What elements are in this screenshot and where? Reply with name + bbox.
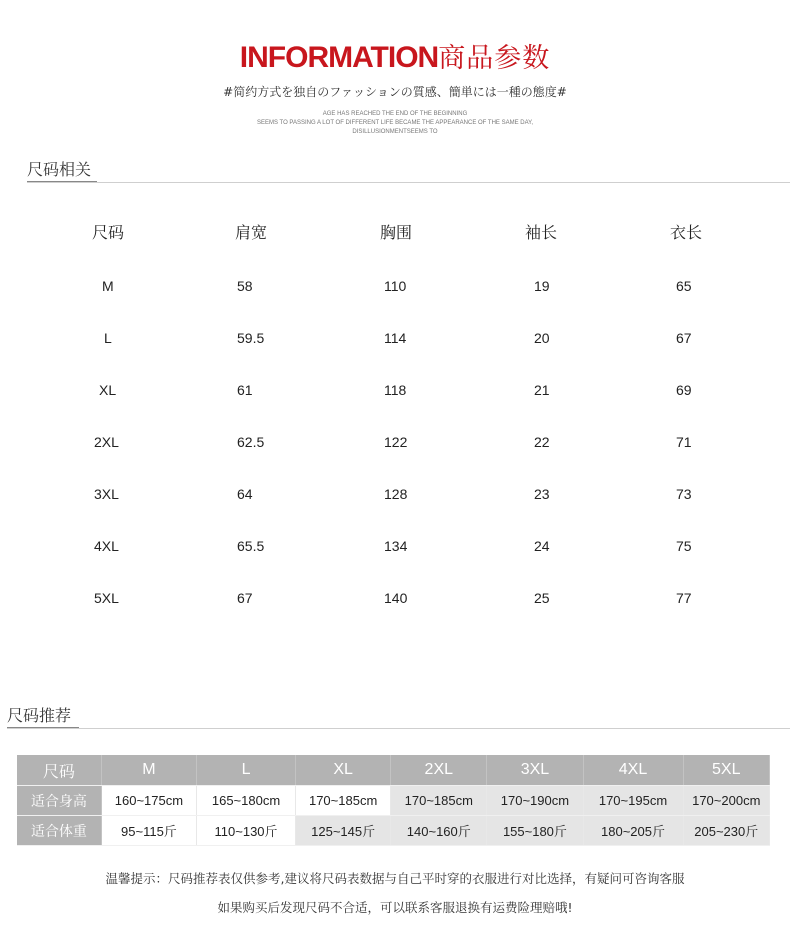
size-table-header (30, 220, 770, 278)
size-table (30, 220, 770, 642)
table-cell: 2XL (94, 434, 119, 450)
tagline-line: AGE HAS REACHED THE END OF THE BEGINNING (322, 111, 468, 117)
page-title (0, 38, 790, 79)
table-cell: 24 (534, 538, 550, 554)
tagline-line: DISILLUSIONMENTSEEMS TO (352, 129, 438, 135)
row-label: 适合体重 (17, 816, 101, 846)
table-cell: 4XL (94, 538, 119, 554)
recommend-weight-row (17, 816, 770, 846)
header-cell: 5XL (683, 755, 769, 786)
header-cell: 胸围 (380, 223, 413, 242)
table-cell: 25 (534, 590, 550, 606)
table-cell: 170~200cm (683, 786, 769, 816)
recommend-section-label: 尺码推荐 (7, 706, 72, 725)
header-cell: 尺码 (17, 755, 101, 786)
recommend-header-row (17, 755, 770, 786)
table-cell: 19 (534, 278, 550, 294)
table-cell: 67 (237, 590, 253, 606)
table-cell: 160~175cm (101, 786, 196, 816)
table-cell: 71 (676, 434, 692, 450)
table-cell: 21 (534, 382, 550, 398)
table-cell: 3XL (94, 486, 119, 502)
table-cell: 128 (384, 486, 408, 502)
table-cell: 77 (676, 590, 692, 606)
header (0, 38, 790, 137)
header-cell: 肩宽 (235, 223, 268, 242)
table-cell: M (102, 278, 114, 294)
table-cell: 155~180斤 (487, 816, 583, 846)
title-en: INFORMATION (239, 41, 439, 74)
header-cell: 袖长 (525, 223, 558, 242)
size-section-label: 尺码相关 (27, 160, 92, 179)
header-cell: 4XL (583, 755, 683, 786)
table-row (30, 278, 770, 330)
table-cell: 62.5 (237, 434, 265, 450)
note-line: 如果购买后发现尺码不合适，可以联系客服退换有运费险理赔哦! (217, 900, 573, 915)
table-row (30, 434, 770, 486)
table-cell: XL (99, 382, 117, 398)
table-row (30, 382, 770, 434)
table-cell: 125~145斤 (296, 816, 391, 846)
table-cell: 140 (384, 590, 408, 606)
header-cell: 尺码 (92, 223, 125, 242)
table-cell: 205~230斤 (683, 816, 769, 846)
table-row (30, 590, 770, 642)
table-cell: 65.5 (237, 538, 265, 554)
table-cell: 65 (676, 278, 692, 294)
table-cell: 134 (384, 538, 408, 554)
table-cell: 110 (384, 278, 407, 294)
header-cell: 2XL (391, 755, 487, 786)
header-cell: 衣长 (670, 223, 703, 242)
table-cell: 69 (676, 382, 692, 398)
table-cell: 95~115斤 (101, 816, 196, 846)
table-cell: 61 (237, 382, 253, 398)
header-cell: 3XL (487, 755, 583, 786)
header-cell: L (197, 755, 296, 786)
table-cell: 170~190cm (487, 786, 583, 816)
table-cell: 110~130斤 (197, 816, 296, 846)
recommend-table (17, 755, 770, 846)
header-cell: XL (296, 755, 391, 786)
table-cell: 170~185cm (296, 786, 391, 816)
row-label: 适合身高 (17, 786, 101, 816)
table-cell: 20 (534, 330, 550, 346)
title-cn: 商品参数 (438, 43, 551, 74)
table-cell: 140~160斤 (391, 816, 487, 846)
table-cell: 122 (384, 434, 408, 450)
table-cell: 59.5 (237, 330, 265, 346)
tagline-line: SEEMS TO PASSING A LOT OF DIFFERENT LIFE BECAME THE APPEARANCE OF THE SAME DAY, (256, 120, 534, 126)
table-cell: 114 (384, 330, 407, 346)
table-cell: 58 (237, 278, 253, 294)
table-row (30, 486, 770, 538)
table-cell: 67 (676, 330, 692, 346)
table-cell: 73 (676, 486, 692, 502)
header-cell: M (101, 755, 196, 786)
table-cell: 170~185cm (391, 786, 487, 816)
table-cell: 5XL (94, 590, 119, 606)
tagline (0, 110, 790, 137)
table-cell: 118 (384, 382, 407, 398)
table-cell: L (104, 330, 112, 346)
table-cell: 22 (534, 434, 550, 450)
recommend-height-row (17, 786, 770, 816)
table-cell: 64 (237, 486, 253, 502)
section-divider (7, 728, 790, 729)
subtitle: #简约方式を独自のファッションの質感、簡単には一種の態度# (223, 85, 567, 99)
note-line: 温馨提示：尺码推荐表仅供参考,建议将尺码表数据与自己平时穿的衣服进行对比选择，有疑问可咨询客服 (105, 871, 685, 886)
table-row (30, 538, 770, 590)
table-cell: 165~180cm (197, 786, 296, 816)
table-row (30, 330, 770, 382)
table-cell: 180~205斤 (583, 816, 683, 846)
table-cell: 75 (676, 538, 692, 554)
table-cell: 170~195cm (583, 786, 683, 816)
table-cell: 23 (534, 486, 550, 502)
section-divider (27, 182, 790, 183)
